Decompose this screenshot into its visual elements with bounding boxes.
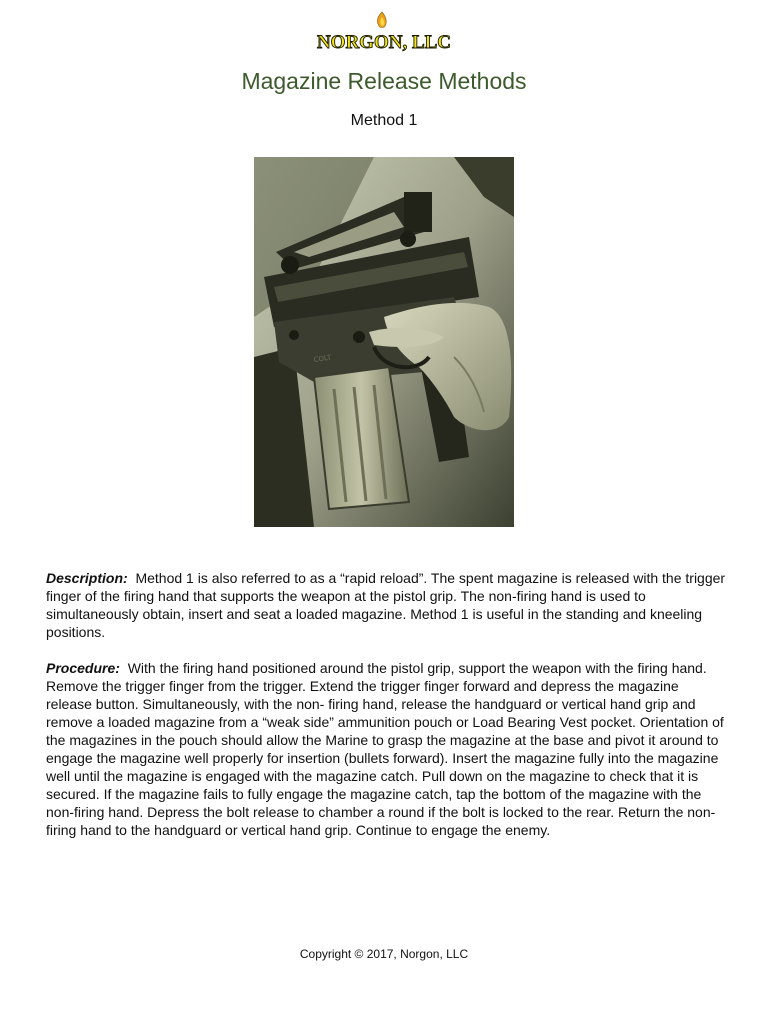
norgon-logo <box>316 10 452 54</box>
procedure-label: Procedure: <box>46 660 120 676</box>
copyright-footer: Copyright © 2017, Norgon, LLC <box>299 947 469 961</box>
svg-text:COLT: COLT <box>313 353 332 364</box>
page-title: Magazine Release Methods <box>241 68 527 94</box>
description-label: Description: <box>46 570 128 586</box>
procedure-paragraph <box>46 659 728 839</box>
method-subtitle: Method 1 <box>350 112 418 129</box>
procedure-text: With the firing hand positioned around the pistol grip, support the weapon with the firing hand. Remove the trigger finger from the trigger. Extend the trigger finger forward and depress the magazine release button. Simultaneously, with the non- firing hand, release the handguard or vertical hand grip and remove a loaded magazine from a “weak side” ammunition pouch or Load Bearing Vest pocket. Orientation of the magazines in the pouch should allow the Marine to grasp the magazine at the base and pivot it around to engage the magazine well properly for insertion (bullets forward). Insert the magazine fully into the magazine well until the magazine is engaged with the magazine catch. Pull down on the magazine to check that it is secured. If the magazine fails to fully engage the magazine catch, tap the bottom of the magazine with the non-firing hand. Depress the bolt release to chamber a round if the bolt is locked to the rear. Return the non-firing hand to the handguard or vertical hand grip. Continue to engage the enemy. <box>46 660 724 838</box>
description-paragraph <box>46 569 728 641</box>
description-text: Method 1 is also referred to as a “rapid reload”. The spent magazine is released with the trigger finger of the firing hand that supports the weapon at the pistol grip. The non-firing hand is used to simultaneously obtain, insert and seat a loaded magazine. Method 1 is useful in the standing and kneeling positions. <box>46 570 726 640</box>
rifle-photo <box>254 157 514 527</box>
logo-text: NORGON, LLC <box>316 32 452 53</box>
